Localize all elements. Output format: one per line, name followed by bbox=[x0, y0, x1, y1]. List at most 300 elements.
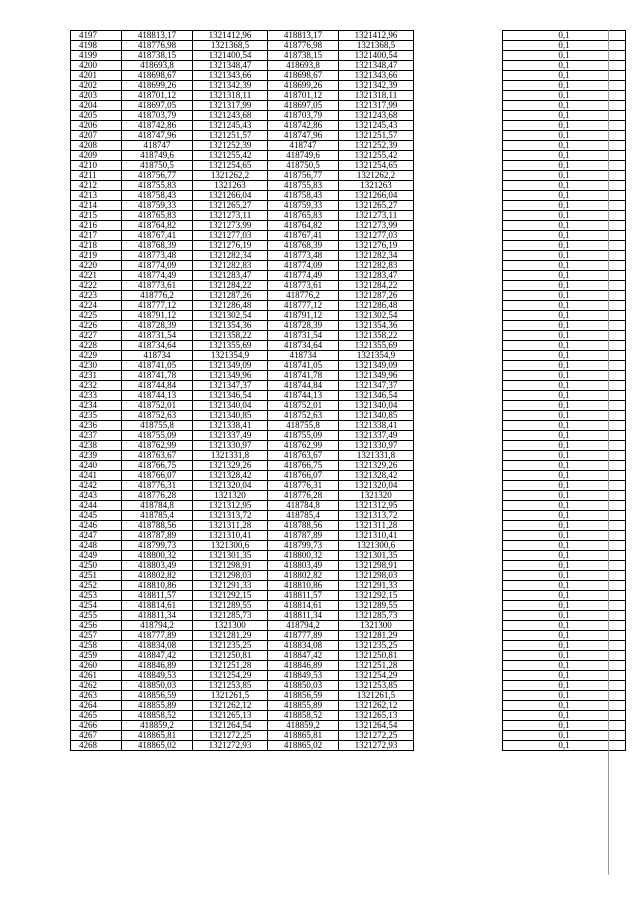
y-coordinate-cell: 1321313,72 bbox=[193, 511, 268, 521]
point-number-cell: 4266 bbox=[71, 721, 122, 731]
table-row bbox=[71, 331, 626, 341]
y-coordinate-cell: 1321320 bbox=[193, 491, 268, 501]
y-coordinate-cell: 1321347,37 bbox=[193, 381, 268, 391]
point-number-cell: 4237 bbox=[71, 431, 122, 441]
y-coordinate-2-cell: 1321331,8 bbox=[339, 451, 414, 461]
x-coordinate-cell: 418794,2 bbox=[122, 621, 193, 631]
x-coordinate-cell: 418759,33 bbox=[122, 201, 193, 211]
column-gap bbox=[414, 541, 503, 551]
accuracy-cell: 0,1 bbox=[503, 151, 626, 161]
y-coordinate-2-cell: 1321289,55 bbox=[339, 601, 414, 611]
y-coordinate-2-cell: 1321287,26 bbox=[339, 291, 414, 301]
y-coordinate-2-cell: 1321329,26 bbox=[339, 461, 414, 471]
point-number-cell: 4216 bbox=[71, 221, 122, 231]
column-gap bbox=[414, 201, 503, 211]
x-coordinate-2-cell: 418701,12 bbox=[268, 91, 339, 101]
x-coordinate-cell: 418774,49 bbox=[122, 271, 193, 281]
table-row bbox=[71, 431, 626, 441]
y-coordinate-cell: 1321289,55 bbox=[193, 601, 268, 611]
x-coordinate-cell: 418777,89 bbox=[122, 631, 193, 641]
point-number-cell: 4251 bbox=[71, 571, 122, 581]
x-coordinate-cell: 418701,12 bbox=[122, 91, 193, 101]
x-coordinate-2-cell: 418810,86 bbox=[268, 581, 339, 591]
table-row bbox=[71, 411, 626, 421]
y-coordinate-cell: 1321354,9 bbox=[193, 351, 268, 361]
table-row bbox=[71, 221, 626, 231]
point-number-cell: 4200 bbox=[71, 61, 122, 71]
table-row bbox=[71, 91, 626, 101]
y-coordinate-cell: 1321349,96 bbox=[193, 371, 268, 381]
point-number-cell: 4219 bbox=[71, 251, 122, 261]
x-coordinate-cell: 418768,39 bbox=[122, 241, 193, 251]
y-coordinate-2-cell: 1321355,69 bbox=[339, 341, 414, 351]
column-gap bbox=[414, 141, 503, 151]
x-coordinate-cell: 418811,57 bbox=[122, 591, 193, 601]
accuracy-cell: 0,1 bbox=[503, 411, 626, 421]
y-coordinate-2-cell: 1321300 bbox=[339, 621, 414, 631]
table-row bbox=[71, 581, 626, 591]
table-row bbox=[71, 721, 626, 731]
accuracy-cell: 0,1 bbox=[503, 381, 626, 391]
y-coordinate-cell: 1321300 bbox=[193, 621, 268, 631]
accuracy-cell: 0,1 bbox=[503, 551, 626, 561]
point-number-cell: 4249 bbox=[71, 551, 122, 561]
x-coordinate-2-cell: 418773,61 bbox=[268, 281, 339, 291]
x-coordinate-cell: 418749,6 bbox=[122, 151, 193, 161]
x-coordinate-2-cell: 418749,6 bbox=[268, 151, 339, 161]
y-coordinate-cell: 1321243,68 bbox=[193, 111, 268, 121]
column-gap bbox=[414, 401, 503, 411]
y-coordinate-cell: 1321312,95 bbox=[193, 501, 268, 511]
y-coordinate-cell: 1321343,66 bbox=[193, 71, 268, 81]
accuracy-cell: 0,1 bbox=[503, 211, 626, 221]
x-coordinate-2-cell: 418698,67 bbox=[268, 71, 339, 81]
y-coordinate-cell: 1321331,8 bbox=[193, 451, 268, 461]
column-gap bbox=[414, 711, 503, 721]
y-coordinate-2-cell: 1321348,47 bbox=[339, 61, 414, 71]
accuracy-cell: 0,1 bbox=[503, 561, 626, 571]
x-coordinate-cell: 418849,53 bbox=[122, 671, 193, 681]
y-coordinate-2-cell: 1321349,96 bbox=[339, 371, 414, 381]
x-coordinate-cell: 418697,05 bbox=[122, 101, 193, 111]
point-number-cell: 4240 bbox=[71, 461, 122, 471]
point-number-cell: 4197 bbox=[71, 31, 122, 41]
point-number-cell: 4238 bbox=[71, 441, 122, 451]
table-row bbox=[71, 501, 626, 511]
accuracy-cell: 0,1 bbox=[503, 291, 626, 301]
point-number-cell: 4250 bbox=[71, 561, 122, 571]
accuracy-cell: 0,1 bbox=[503, 741, 626, 751]
column-gap bbox=[414, 471, 503, 481]
column-gap bbox=[414, 271, 503, 281]
y-coordinate-2-cell: 1321261,5 bbox=[339, 691, 414, 701]
point-number-cell: 4247 bbox=[71, 531, 122, 541]
column-gap bbox=[414, 601, 503, 611]
accuracy-cell: 0,1 bbox=[503, 331, 626, 341]
y-coordinate-cell: 1321287,26 bbox=[193, 291, 268, 301]
y-coordinate-2-cell: 1321281,29 bbox=[339, 631, 414, 641]
table-row bbox=[71, 311, 626, 321]
column-gap bbox=[414, 391, 503, 401]
y-coordinate-cell: 1321337,49 bbox=[193, 431, 268, 441]
coordinates-table bbox=[70, 30, 626, 751]
x-coordinate-2-cell: 418747 bbox=[268, 141, 339, 151]
y-coordinate-2-cell: 1321251,28 bbox=[339, 661, 414, 671]
accuracy-cell: 0,1 bbox=[503, 141, 626, 151]
column-gap bbox=[414, 621, 503, 631]
accuracy-cell: 0,1 bbox=[503, 231, 626, 241]
y-coordinate-2-cell: 1321300,6 bbox=[339, 541, 414, 551]
x-coordinate-cell: 418774,09 bbox=[122, 261, 193, 271]
y-coordinate-cell: 1321330,97 bbox=[193, 441, 268, 451]
point-number-cell: 4245 bbox=[71, 511, 122, 521]
x-coordinate-cell: 418747,96 bbox=[122, 131, 193, 141]
y-coordinate-cell: 1321262,12 bbox=[193, 701, 268, 711]
y-coordinate-2-cell: 1321286,48 bbox=[339, 301, 414, 311]
column-gap bbox=[414, 221, 503, 231]
y-coordinate-cell: 1321292,15 bbox=[193, 591, 268, 601]
x-coordinate-2-cell: 418728,39 bbox=[268, 321, 339, 331]
y-coordinate-2-cell: 1321252,39 bbox=[339, 141, 414, 151]
point-number-cell: 4253 bbox=[71, 591, 122, 601]
accuracy-cell: 0,1 bbox=[503, 651, 626, 661]
x-coordinate-cell: 418699,26 bbox=[122, 81, 193, 91]
x-coordinate-2-cell: 418747,96 bbox=[268, 131, 339, 141]
y-coordinate-cell: 1321281,29 bbox=[193, 631, 268, 641]
x-coordinate-cell: 418858,52 bbox=[122, 711, 193, 721]
point-number-cell: 4204 bbox=[71, 101, 122, 111]
accuracy-cell: 0,1 bbox=[503, 451, 626, 461]
column-gap bbox=[414, 581, 503, 591]
accuracy-cell: 0,1 bbox=[503, 171, 626, 181]
x-coordinate-2-cell: 418763,67 bbox=[268, 451, 339, 461]
column-gap bbox=[414, 551, 503, 561]
accuracy-cell: 0,1 bbox=[503, 241, 626, 251]
y-coordinate-cell: 1321253,85 bbox=[193, 681, 268, 691]
x-coordinate-cell: 418698,67 bbox=[122, 71, 193, 81]
y-coordinate-cell: 1321277,03 bbox=[193, 231, 268, 241]
x-coordinate-2-cell: 418776,2 bbox=[268, 291, 339, 301]
accuracy-cell: 0,1 bbox=[503, 511, 626, 521]
x-coordinate-cell: 418744,13 bbox=[122, 391, 193, 401]
x-coordinate-cell: 418764,82 bbox=[122, 221, 193, 231]
table-row bbox=[71, 71, 626, 81]
y-coordinate-cell: 1321245,43 bbox=[193, 121, 268, 131]
column-gap bbox=[414, 631, 503, 641]
y-coordinate-2-cell: 1321368,5 bbox=[339, 41, 414, 51]
y-coordinate-cell: 1321283,47 bbox=[193, 271, 268, 281]
table-row bbox=[71, 161, 626, 171]
point-number-cell: 4261 bbox=[71, 671, 122, 681]
y-coordinate-2-cell: 1321340,04 bbox=[339, 401, 414, 411]
column-gap bbox=[414, 91, 503, 101]
accuracy-cell: 0,1 bbox=[503, 221, 626, 231]
x-coordinate-2-cell: 418850,03 bbox=[268, 681, 339, 691]
point-number-cell: 4230 bbox=[71, 361, 122, 371]
accuracy-cell: 0,1 bbox=[503, 51, 626, 61]
point-number-cell: 4198 bbox=[71, 41, 122, 51]
y-coordinate-2-cell: 1321282,34 bbox=[339, 251, 414, 261]
x-coordinate-2-cell: 418777,89 bbox=[268, 631, 339, 641]
point-number-cell: 4244 bbox=[71, 501, 122, 511]
column-gap bbox=[414, 71, 503, 81]
x-coordinate-2-cell: 418800,32 bbox=[268, 551, 339, 561]
accuracy-cell: 0,1 bbox=[503, 671, 626, 681]
y-coordinate-cell: 1321340,04 bbox=[193, 401, 268, 411]
accuracy-cell: 0,1 bbox=[503, 201, 626, 211]
x-coordinate-2-cell: 418766,75 bbox=[268, 461, 339, 471]
x-coordinate-2-cell: 418773,48 bbox=[268, 251, 339, 261]
column-gap bbox=[414, 131, 503, 141]
column-gap bbox=[414, 171, 503, 181]
table-row bbox=[71, 731, 626, 741]
accuracy-cell: 0,1 bbox=[503, 261, 626, 271]
y-coordinate-2-cell: 1321272,93 bbox=[339, 741, 414, 751]
y-coordinate-2-cell: 1321347,37 bbox=[339, 381, 414, 391]
point-number-cell: 4215 bbox=[71, 211, 122, 221]
x-coordinate-cell: 418738,15 bbox=[122, 51, 193, 61]
column-gap bbox=[414, 741, 503, 751]
point-number-cell: 4256 bbox=[71, 621, 122, 631]
x-coordinate-2-cell: 418765,83 bbox=[268, 211, 339, 221]
y-coordinate-2-cell: 1321284,22 bbox=[339, 281, 414, 291]
x-coordinate-cell: 418773,48 bbox=[122, 251, 193, 261]
y-coordinate-2-cell: 1321272,25 bbox=[339, 731, 414, 741]
table-row bbox=[71, 61, 626, 71]
y-coordinate-cell: 1321264,54 bbox=[193, 721, 268, 731]
column-gap bbox=[414, 281, 503, 291]
y-coordinate-2-cell: 1321243,68 bbox=[339, 111, 414, 121]
point-number-cell: 4231 bbox=[71, 371, 122, 381]
point-number-cell: 4207 bbox=[71, 131, 122, 141]
point-number-cell: 4218 bbox=[71, 241, 122, 251]
x-coordinate-2-cell: 418758,43 bbox=[268, 191, 339, 201]
x-coordinate-2-cell: 418811,57 bbox=[268, 591, 339, 601]
x-coordinate-cell: 418766,75 bbox=[122, 461, 193, 471]
point-number-cell: 4241 bbox=[71, 471, 122, 481]
y-coordinate-2-cell: 1321253,85 bbox=[339, 681, 414, 691]
x-coordinate-cell: 418814,61 bbox=[122, 601, 193, 611]
table-row bbox=[71, 301, 626, 311]
y-coordinate-2-cell: 1321400,54 bbox=[339, 51, 414, 61]
y-coordinate-cell: 1321318,11 bbox=[193, 91, 268, 101]
x-coordinate-2-cell: 418697,05 bbox=[268, 101, 339, 111]
table-row bbox=[71, 341, 626, 351]
column-gap bbox=[414, 511, 503, 521]
x-coordinate-cell: 418856,59 bbox=[122, 691, 193, 701]
point-number-cell: 4243 bbox=[71, 491, 122, 501]
y-coordinate-2-cell: 1321262,2 bbox=[339, 171, 414, 181]
y-coordinate-cell: 1321235,25 bbox=[193, 641, 268, 651]
x-coordinate-cell: 418752,63 bbox=[122, 411, 193, 421]
x-coordinate-cell: 418776,98 bbox=[122, 41, 193, 51]
x-coordinate-2-cell: 418799,73 bbox=[268, 541, 339, 551]
accuracy-cell: 0,1 bbox=[503, 481, 626, 491]
x-coordinate-cell: 418834,08 bbox=[122, 641, 193, 651]
y-coordinate-cell: 1321284,22 bbox=[193, 281, 268, 291]
x-coordinate-cell: 418799,73 bbox=[122, 541, 193, 551]
table-row bbox=[71, 511, 626, 521]
x-coordinate-cell: 418750,5 bbox=[122, 161, 193, 171]
x-coordinate-2-cell: 418855,89 bbox=[268, 701, 339, 711]
x-coordinate-2-cell: 418787,89 bbox=[268, 531, 339, 541]
table-row bbox=[71, 201, 626, 211]
table-row bbox=[71, 401, 626, 411]
point-number-cell: 4222 bbox=[71, 281, 122, 291]
y-coordinate-2-cell: 1321245,43 bbox=[339, 121, 414, 131]
table-row bbox=[71, 181, 626, 191]
column-gap bbox=[414, 111, 503, 121]
column-gap bbox=[414, 371, 503, 381]
table-row bbox=[71, 531, 626, 541]
x-coordinate-2-cell: 418813,17 bbox=[268, 31, 339, 41]
table-row bbox=[71, 741, 626, 751]
accuracy-cell: 0,1 bbox=[503, 421, 626, 431]
column-gap bbox=[414, 51, 503, 61]
x-coordinate-cell: 418850,03 bbox=[122, 681, 193, 691]
y-coordinate-2-cell: 1321342,39 bbox=[339, 81, 414, 91]
accuracy-cell: 0,1 bbox=[503, 701, 626, 711]
point-number-cell: 4206 bbox=[71, 121, 122, 131]
accuracy-cell: 0,1 bbox=[503, 601, 626, 611]
x-coordinate-2-cell: 418803,49 bbox=[268, 561, 339, 571]
y-coordinate-2-cell: 1321282,83 bbox=[339, 261, 414, 271]
accuracy-cell: 0,1 bbox=[503, 581, 626, 591]
x-coordinate-cell: 418791,12 bbox=[122, 311, 193, 321]
point-number-cell: 4232 bbox=[71, 381, 122, 391]
accuracy-cell: 0,1 bbox=[503, 501, 626, 511]
table-row bbox=[71, 261, 626, 271]
accuracy-cell: 0,1 bbox=[503, 661, 626, 671]
table-row bbox=[71, 51, 626, 61]
y-coordinate-cell: 1321346,54 bbox=[193, 391, 268, 401]
table-row bbox=[71, 191, 626, 201]
column-gap bbox=[414, 491, 503, 501]
y-coordinate-2-cell: 1321264,54 bbox=[339, 721, 414, 731]
column-gap bbox=[414, 361, 503, 371]
x-coordinate-2-cell: 418865,81 bbox=[268, 731, 339, 741]
y-coordinate-2-cell: 1321412,96 bbox=[339, 31, 414, 41]
point-number-cell: 4221 bbox=[71, 271, 122, 281]
table-row bbox=[71, 271, 626, 281]
y-coordinate-cell: 1321328,42 bbox=[193, 471, 268, 481]
y-coordinate-2-cell: 1321318,11 bbox=[339, 91, 414, 101]
y-coordinate-cell: 1321298,91 bbox=[193, 561, 268, 571]
y-coordinate-2-cell: 1321283,47 bbox=[339, 271, 414, 281]
accuracy-cell: 0,1 bbox=[503, 181, 626, 191]
y-coordinate-cell: 1321342,39 bbox=[193, 81, 268, 91]
x-coordinate-cell: 418756,77 bbox=[122, 171, 193, 181]
y-coordinate-cell: 1321291,33 bbox=[193, 581, 268, 591]
y-coordinate-cell: 1321276,19 bbox=[193, 241, 268, 251]
y-coordinate-2-cell: 1321328,42 bbox=[339, 471, 414, 481]
x-coordinate-cell: 418785,4 bbox=[122, 511, 193, 521]
column-gap bbox=[414, 591, 503, 601]
y-coordinate-2-cell: 1321337,49 bbox=[339, 431, 414, 441]
accuracy-cell: 0,1 bbox=[503, 681, 626, 691]
x-coordinate-cell: 418734 bbox=[122, 351, 193, 361]
point-number-cell: 4259 bbox=[71, 651, 122, 661]
column-gap bbox=[414, 231, 503, 241]
x-coordinate-cell: 418765,83 bbox=[122, 211, 193, 221]
table-row bbox=[71, 631, 626, 641]
point-number-cell: 4248 bbox=[71, 541, 122, 551]
y-coordinate-2-cell: 1321250,81 bbox=[339, 651, 414, 661]
y-coordinate-2-cell: 1321273,99 bbox=[339, 221, 414, 231]
column-gap bbox=[414, 681, 503, 691]
x-coordinate-2-cell: 418776,28 bbox=[268, 491, 339, 501]
x-coordinate-2-cell: 418802,82 bbox=[268, 571, 339, 581]
x-coordinate-cell: 418741,05 bbox=[122, 361, 193, 371]
x-coordinate-2-cell: 418755,83 bbox=[268, 181, 339, 191]
x-coordinate-2-cell: 418846,89 bbox=[268, 661, 339, 671]
accuracy-cell: 0,1 bbox=[503, 121, 626, 131]
table-row bbox=[71, 611, 626, 621]
point-number-cell: 4223 bbox=[71, 291, 122, 301]
table-row bbox=[71, 471, 626, 481]
x-coordinate-cell: 418859,2 bbox=[122, 721, 193, 731]
x-coordinate-2-cell: 418794,2 bbox=[268, 621, 339, 631]
column-gap bbox=[414, 191, 503, 201]
accuracy-cell: 0,1 bbox=[503, 541, 626, 551]
table-row bbox=[71, 641, 626, 651]
x-coordinate-2-cell: 418834,08 bbox=[268, 641, 339, 651]
accuracy-cell: 0,1 bbox=[503, 471, 626, 481]
accuracy-cell: 0,1 bbox=[503, 311, 626, 321]
y-coordinate-cell: 1321261,5 bbox=[193, 691, 268, 701]
column-gap bbox=[414, 461, 503, 471]
column-gap bbox=[414, 211, 503, 221]
x-coordinate-2-cell: 418741,05 bbox=[268, 361, 339, 371]
y-coordinate-cell: 1321282,83 bbox=[193, 261, 268, 271]
x-coordinate-cell: 418767,41 bbox=[122, 231, 193, 241]
x-coordinate-2-cell: 418847,42 bbox=[268, 651, 339, 661]
y-coordinate-cell: 1321272,25 bbox=[193, 731, 268, 741]
x-coordinate-2-cell: 418767,41 bbox=[268, 231, 339, 241]
accuracy-cell: 0,1 bbox=[503, 131, 626, 141]
x-coordinate-cell: 418784,8 bbox=[122, 501, 193, 511]
x-coordinate-cell: 418755,09 bbox=[122, 431, 193, 441]
y-coordinate-2-cell: 1321354,36 bbox=[339, 321, 414, 331]
accuracy-cell: 0,1 bbox=[503, 351, 626, 361]
y-coordinate-cell: 1321273,99 bbox=[193, 221, 268, 231]
y-coordinate-2-cell: 1321262,12 bbox=[339, 701, 414, 711]
table-row bbox=[71, 461, 626, 471]
x-coordinate-2-cell: 418755,8 bbox=[268, 421, 339, 431]
x-coordinate-2-cell: 418755,09 bbox=[268, 431, 339, 441]
y-coordinate-cell: 1321273,11 bbox=[193, 211, 268, 221]
column-gap bbox=[414, 521, 503, 531]
y-coordinate-cell: 1321282,34 bbox=[193, 251, 268, 261]
y-coordinate-2-cell: 1321320 bbox=[339, 491, 414, 501]
x-coordinate-cell: 418752,01 bbox=[122, 401, 193, 411]
point-number-cell: 4211 bbox=[71, 171, 122, 181]
x-coordinate-cell: 418703,79 bbox=[122, 111, 193, 121]
y-coordinate-cell: 1321250,81 bbox=[193, 651, 268, 661]
y-coordinate-cell: 1321317,99 bbox=[193, 101, 268, 111]
x-coordinate-cell: 418758,43 bbox=[122, 191, 193, 201]
accuracy-cell: 0,1 bbox=[503, 191, 626, 201]
x-coordinate-2-cell: 418768,39 bbox=[268, 241, 339, 251]
column-gap bbox=[414, 721, 503, 731]
accuracy-cell: 0,1 bbox=[503, 401, 626, 411]
column-gap bbox=[414, 421, 503, 431]
x-coordinate-cell: 418744,84 bbox=[122, 381, 193, 391]
accuracy-cell: 0,1 bbox=[503, 301, 626, 311]
accuracy-cell: 0,1 bbox=[503, 61, 626, 71]
page-margin-line bbox=[608, 30, 609, 875]
y-coordinate-cell: 1321254,65 bbox=[193, 161, 268, 171]
